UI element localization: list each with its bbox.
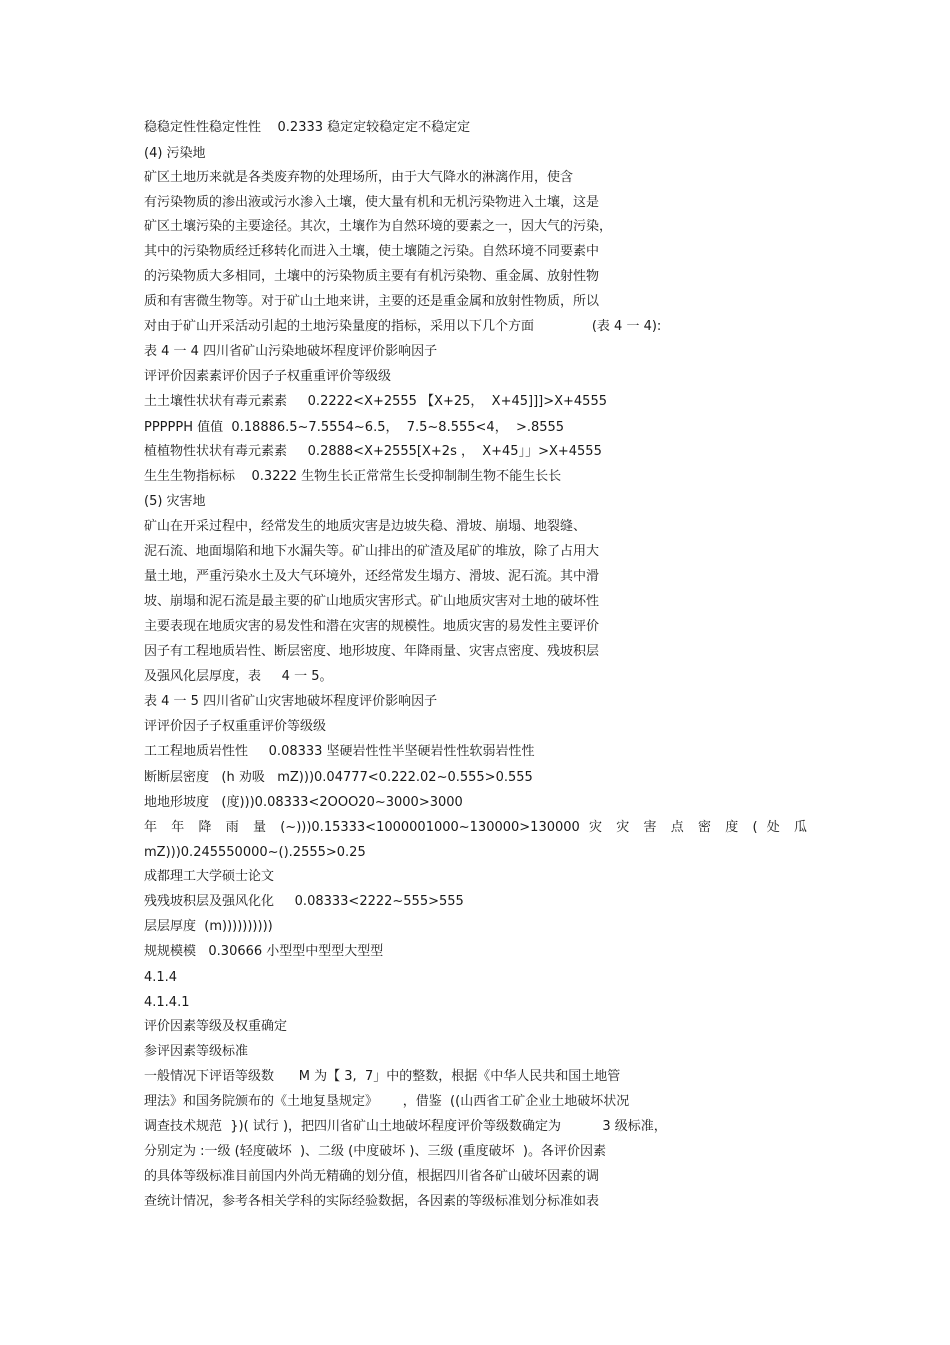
table-caption-4-4: 表 4 一 4 四川省矿山污染地破坏程度评价影响因子 bbox=[144, 344, 438, 359]
paragraph-line: 量土地，严重污染水土及大气环境外，还经常发生塌方、滑坡、泥石流。其中滑 bbox=[144, 569, 600, 584]
paragraph-line: 坡、崩塌和泥石流是最主要的矿山地质灾害形式。矿山地质灾害对土地的破坏性 bbox=[144, 594, 600, 609]
table-4-5-row: 工工程地质岩性性 0.08333 坚硬岩性性半坚硬岩性性软弱岩性性 bbox=[144, 744, 535, 759]
table-4-5-header: 评评价因子子权重重评价等级级 bbox=[144, 719, 327, 734]
table-4-4-row: 土土壤性状状有毒元素素 0.2222<X+2555 【X+25， X+45]]]>X+4555 bbox=[144, 394, 607, 409]
paragraph-line: 矿山在开采过程中，经常发生的地质灾害是边坡失稳、滑坡、崩塌、地裂缝、 bbox=[144, 519, 587, 534]
paragraph-line: 其中的污染物质经迁移转化而进入土壤，使土壤随之污染。自然环境不同要素中 bbox=[144, 244, 600, 259]
table-4-5-row: mZ)))0.245550000~().2555>0.25 bbox=[144, 845, 366, 860]
table-4-5-row: 断断层密度 (h 劝吸 mZ)))0.04777<0.222.02~0.555>0.555 bbox=[144, 770, 533, 785]
table-4-5-row: 残残坡积层及强风化化 0.08333<2222~555>555 bbox=[144, 894, 464, 909]
paragraph-line: 因子有工程地质岩性、断层密度、地形坡度、年降雨量、灾害点密度、残坡积层 bbox=[144, 644, 600, 659]
table-4-4-row: PPPPPH 值值 0.18886.5~7.5554~6.5， 7.5~8.555<4， >.8555 bbox=[144, 420, 565, 435]
table-caption-4-5: 表 4 一 5 四川省矿山灾害地破坏程度评价影响因子 bbox=[144, 694, 438, 709]
paragraph-line: 一般情况下评语等级数 M 为【 3, 7」中的整数，根据《中华人民共和国土地管 bbox=[144, 1069, 621, 1084]
paragraph-line: 矿区土壤污染的主要途径。其次，土壤作为自然环境的要素之一，因大气的污染， bbox=[144, 219, 613, 234]
section-heading-disaster-land: (5) 灾害地 bbox=[144, 494, 206, 509]
table-4-5-row: 年 年 降 雨 量 (~)))0.15333<1000001000~130000>130000 灾 灾 害 点 密 度 ( 处 瓜 bbox=[144, 820, 807, 835]
table-4-5-row: 地地形坡度 (度)))0.08333<2OOO20~3000>3000 bbox=[144, 795, 463, 810]
section-title: 参评因素等级标准 bbox=[144, 1044, 249, 1059]
paragraph-line: 主要表现在地质灾害的易发性和潜在灾害的规模性。地质灾害的易发性主要评价 bbox=[144, 619, 600, 634]
paragraph-line: 对由于矿山开采活动引起的土地污染量度的指标，采用以下几个方面 (表 4 一 4): bbox=[144, 319, 662, 334]
paragraph-line: 理法》和国务院颁布的《土地复垦规定》 ，借鉴 ((山西省工矿企业土地破坏状况 bbox=[144, 1094, 630, 1109]
section-number: 4.1.4 bbox=[144, 970, 178, 985]
table-4-5-row: 规规模模 0.30666 小型型中型型大型型 bbox=[144, 944, 384, 959]
paragraph-line: 及强风化层厚度，表 4 一 5。 bbox=[144, 669, 333, 684]
table-4-5-row: 层层厚度 (m)))))))))) bbox=[144, 919, 273, 934]
paragraph-line: 调查技术规范 })( 试行 )，把四川省矿山土地破坏程度评价等级数确定为 3 级标准， bbox=[144, 1119, 667, 1134]
section-heading-polluted-land: (4) 污染地 bbox=[144, 146, 206, 161]
paragraph-line: 查统计情况，参考各相关学科的实际经验数据，各因素的等级标准划分标准如表 bbox=[144, 1194, 600, 1209]
paragraph-line: 的污染物质大多相同，土壤中的污染物质主要有有机污染物、重金属、放射性物 bbox=[144, 269, 600, 284]
table-4-4-header: 评评价因素素评价因子子权重重评价等级级 bbox=[144, 369, 392, 384]
paragraph-line: 质和有害微生物等。对于矿山土地来讲，主要的还是重金属和放射性物质，所以 bbox=[144, 294, 600, 309]
table-4-4-row: 生生生物指标标 0.3222 生物生长正常常生长受抑制制生物不能生长长 bbox=[144, 469, 562, 484]
paragraph-line: 泥石流、地面塌陷和地下水漏失等。矿山排出的矿渣及尾矿的堆放，除了占用大 bbox=[144, 544, 600, 559]
table-4-4-row: 植植物性状状有毒元素素 0.2888<X+2555[X+2s ， X+45」」>X+4555 bbox=[144, 444, 602, 459]
paragraph-line: 的具体等级标准目前国内外尚无精确的划分值，根据四川省各矿山破坏因素的调 bbox=[144, 1169, 600, 1184]
table-4-3-row-stability: 稳稳定性性稳定性性 0.2333 稳定定较稳定定不稳定定 bbox=[144, 120, 471, 135]
section-title: 评价因素等级及权重确定 bbox=[144, 1019, 288, 1034]
paragraph-line: 有污染物质的渗出液或污水渗入土壤，使大量有机和无机污染物进入土壤，这是 bbox=[144, 195, 600, 210]
paragraph-line: 分别定为 :一级 (轻度破坏 )、二级 (中度破坏 )、三级 (重度破坏 )。各评价因素 bbox=[144, 1144, 607, 1159]
section-number: 4.1.4.1 bbox=[144, 995, 190, 1010]
running-header: 成都理工大学硕士论文 bbox=[144, 869, 275, 884]
paragraph-line: 矿区土地历来就是各类废弃物的处理场所，由于大气降水的淋漓作用，使含 bbox=[144, 170, 574, 185]
